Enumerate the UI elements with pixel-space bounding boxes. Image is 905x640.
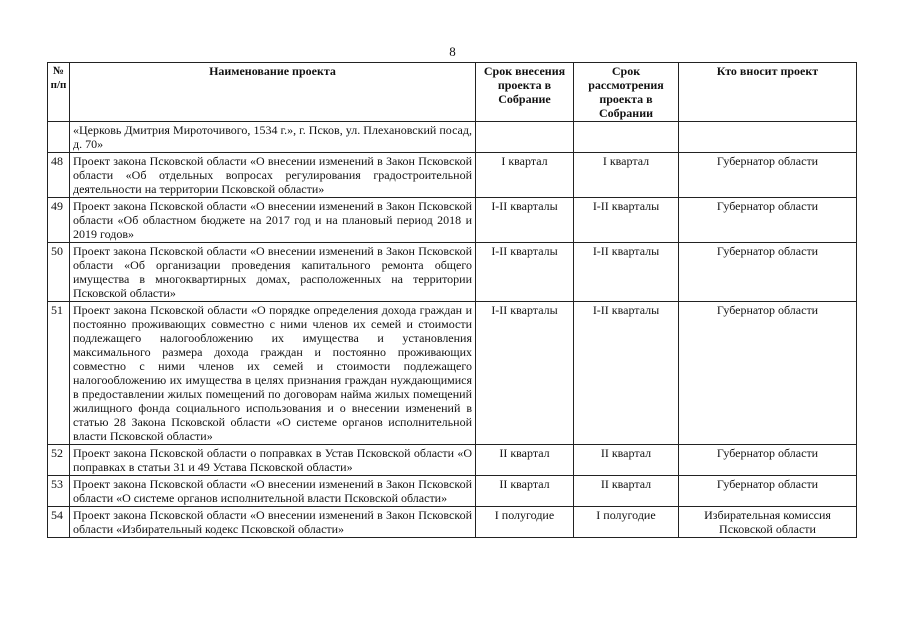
header-name: Наименование проекта bbox=[70, 63, 476, 122]
row-name: Проект закона Псковской области «О внесении изменений в Закон Псковской области «Об организации проведения капитального ремонта общего имущества в многоквартирных домах, расположенных на территории Псковской области» bbox=[70, 243, 476, 302]
row-review: I-II кварталы bbox=[574, 302, 679, 445]
table-row bbox=[48, 122, 857, 153]
row-name: Проект закона Псковской области «О порядке определения дохода граждан и постоянно проживающих совместно с ними членов их семей и стоимости подлежащего налогообложению их имущества и установления максимального размера дохода граждан и постоянно проживающих совместно с ними членов их семей и стоимости подлежащего налогообложению их имущества в целях признания граждан нуждающимися в предоставлении жилых помещений по договорам найма жилых помещений жилищного фонда социального использования и о внесении изменений в статью 28 Закона Псковской области «О системе органов исполнительной власти Псковской области» bbox=[70, 302, 476, 445]
row-name: Проект закона Псковской области «О внесении изменений в Закон Псковской области «Об областном бюджете на 2017 год и на плановый период 2018 и 2019 годов» bbox=[70, 198, 476, 243]
page-number: 8 bbox=[449, 44, 456, 59]
table-row bbox=[48, 507, 857, 538]
row-who: Губернатор области bbox=[679, 153, 857, 198]
row-num: 52 bbox=[48, 445, 70, 476]
row-who bbox=[679, 122, 857, 153]
row-num: 54 bbox=[48, 507, 70, 538]
table-row bbox=[48, 445, 857, 476]
row-submit: I полугодие bbox=[476, 507, 574, 538]
row-num: 50 bbox=[48, 243, 70, 302]
row-num: 51 bbox=[48, 302, 70, 445]
row-who: Избирательная комиссия Псковской области bbox=[679, 507, 857, 538]
row-who: Губернатор области bbox=[679, 198, 857, 243]
row-review: I квартал bbox=[574, 153, 679, 198]
row-review: I-II кварталы bbox=[574, 243, 679, 302]
row-review: II квартал bbox=[574, 476, 679, 507]
header-review: Срок рассмотрения проекта в Собрании bbox=[574, 63, 679, 122]
row-submit: II квартал bbox=[476, 445, 574, 476]
table-row bbox=[48, 476, 857, 507]
row-num: 48 bbox=[48, 153, 70, 198]
row-name: Проект закона Псковской области о поправках в Устав Псковской области «О поправках в статьи 31 и 49 Устава Псковской области» bbox=[70, 445, 476, 476]
table-row bbox=[48, 153, 857, 198]
table-row bbox=[48, 302, 857, 445]
row-review: I-II кварталы bbox=[574, 198, 679, 243]
row-who: Губернатор области bbox=[679, 445, 857, 476]
row-review: II квартал bbox=[574, 445, 679, 476]
row-who: Губернатор области bbox=[679, 302, 857, 445]
row-submit: I-II кварталы bbox=[476, 243, 574, 302]
row-num: 53 bbox=[48, 476, 70, 507]
row-who: Губернатор области bbox=[679, 476, 857, 507]
row-submit: I-II кварталы bbox=[476, 198, 574, 243]
row-name: Проект закона Псковской области «О внесении изменений в Закон Псковской области «О системе органов исполнительной власти Псковской области» bbox=[70, 476, 476, 507]
row-review: I полугодие bbox=[574, 507, 679, 538]
row-submit: I-II кварталы bbox=[476, 302, 574, 445]
row-name: Проект закона Псковской области «О внесении изменений в Закон Псковской области «Об отдельных вопросах регулирования градостроительной деятельности на территории Псковской области» bbox=[70, 153, 476, 198]
row-name: «Церковь Дмитрия Мироточивого, 1534 г.», г. Псков, ул. Плехановский посад, д. 70» bbox=[70, 122, 476, 153]
row-num: 49 bbox=[48, 198, 70, 243]
table-row bbox=[48, 198, 857, 243]
table-row bbox=[48, 243, 857, 302]
row-num bbox=[48, 122, 70, 153]
row-submit: II квартал bbox=[476, 476, 574, 507]
header-num: № п/п bbox=[48, 63, 70, 122]
row-who: Губернатор области bbox=[679, 243, 857, 302]
header-row bbox=[48, 63, 857, 122]
header-who: Кто вносит проект bbox=[679, 63, 857, 122]
header-submit: Срок внесения проекта в Собрание bbox=[476, 63, 574, 122]
row-review bbox=[574, 122, 679, 153]
projects-table bbox=[47, 62, 857, 538]
row-name: Проект закона Псковской области «О внесении изменений в Закон Псковской области «Избирательный кодекс Псковской области» bbox=[70, 507, 476, 538]
row-submit: I квартал bbox=[476, 153, 574, 198]
row-submit bbox=[476, 122, 574, 153]
